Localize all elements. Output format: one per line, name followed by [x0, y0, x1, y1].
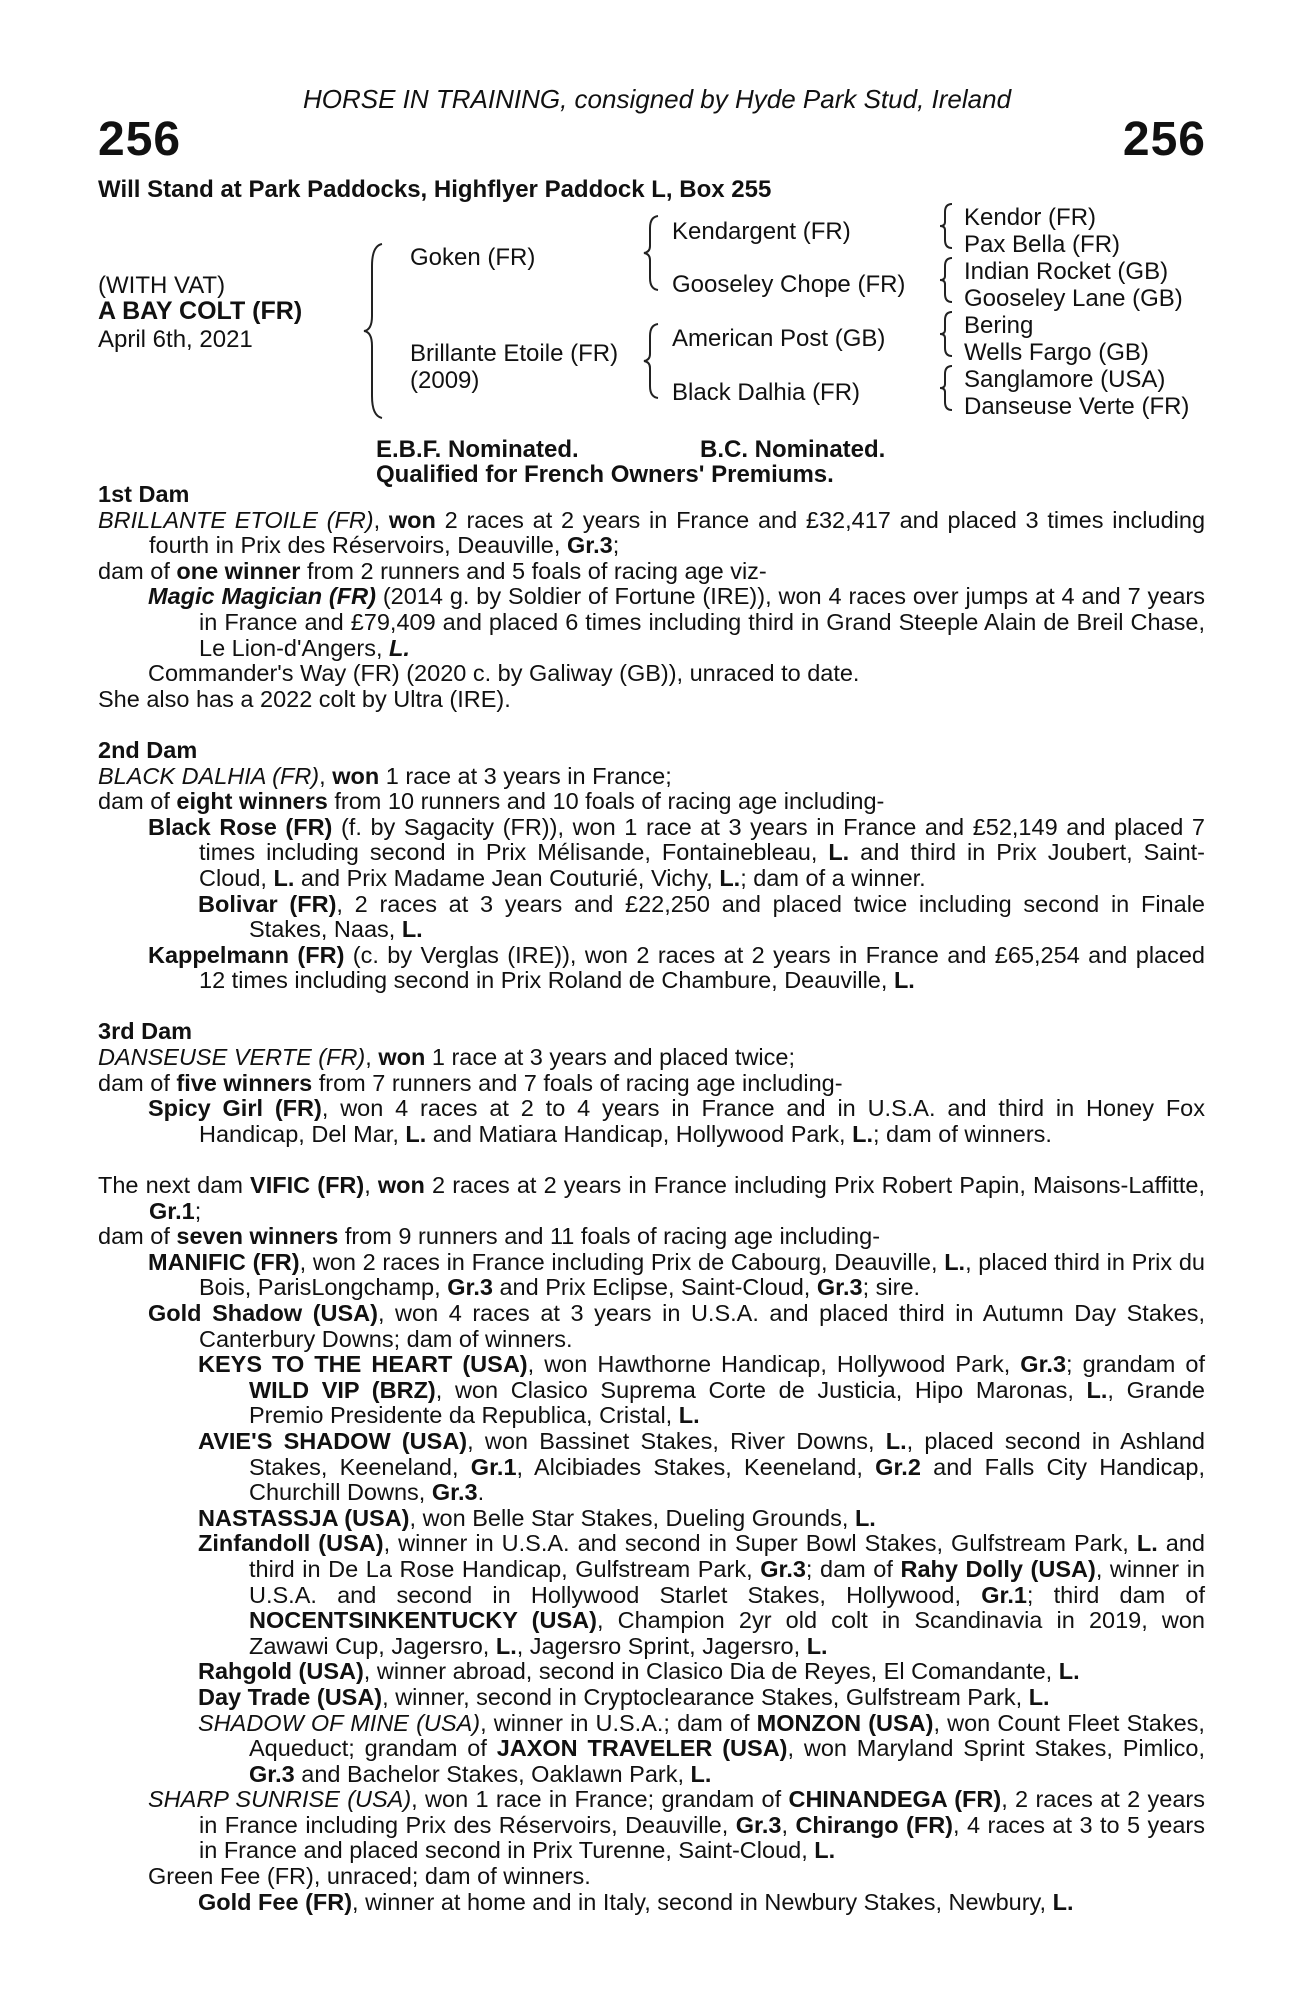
first-dam-also: She also has a 2022 colt by Ultra (IRE).: [98, 685, 511, 712]
produce-rahgold: Rahgold (USA), winner abroad, second in Clasico Dia de Reyes, El Comandante, L.: [198, 1658, 1080, 1685]
horse-name: A BAY COLT (FR): [98, 297, 303, 325]
second-dam-produce: dam of eight winners from 10 runners and 10 foals of racing age including-: [98, 788, 885, 815]
gen3-2: Indian Rocket (GB): [964, 258, 1169, 285]
produce-magic-magician: Magic Magician (FR) (2014 g. by Soldier of Fortune (IRE)), won 4 races over jumps at 4 and 7 years in France and £79,409 and placed 6 times including third in Grand Steeple Alain de Breil Chase, Le Lion-d'Angers, L.: [148, 583, 1206, 661]
catalogue-body: [98, 482, 1205, 1915]
produce-kappelmann: Kappelmann (FR) (c. by Verglas (IRE)), won 2 races at 2 years in France and £65,254 and placed 12 times including second in Prix Roland de Chambure, Deauville, L.: [148, 941, 1206, 994]
consignment-header: HORSE IN TRAINING, consigned by Hyde Park Stud, Ireland: [302, 84, 1012, 114]
pedigree-brace-dam: [640, 320, 670, 402]
produce-green-fee: Green Fee (FR), unraced; dam of winners.: [148, 1863, 591, 1890]
lot-number-left: 256: [98, 113, 182, 166]
produce-gold-fee: Gold Fee (FR), winner at home and in Italy, second in Newbury Stakes, Newbury, L.: [198, 1888, 1074, 1915]
third-dam-record: DANSEUSE VERTE (FR), won 1 race at 3 years and placed twice;: [98, 1044, 795, 1071]
gen3-3: Gooseley Lane (GB): [964, 285, 1183, 312]
first-dam-record: BRILLANTE ETOILE (FR), won 2 races at 2 years in France and £32,417 and placed 3 times including fourth in Prix des Réservoirs, Deauville, Gr.3;: [98, 506, 1206, 559]
next-dam-record: The next dam VIFIC (FR), won 2 races at 2 years in France including Prix Robert Papin, Maisons-Laffitte, Gr.1;: [98, 1172, 1205, 1224]
third-dam-heading: 3rd Dam: [98, 1018, 193, 1045]
pedigree-brace-g3-0: [936, 200, 962, 252]
gen2-0: Kendargent (FR): [672, 218, 851, 245]
produce-avies-shadow: AVIE'S SHADOW (USA), won Bassinet Stakes, River Downs, L., placed second in Ashland Stakes, Keeneland, Gr.1, Alcibiades Stakes, Keeneland, Gr.2 and Falls City Handicap, Churchill Downs, Gr.3.: [198, 1427, 1206, 1506]
produce-day-trade: Day Trade (USA), winner, second in Cryptoclearance Stakes, Gulfstream Park, L.: [198, 1683, 1050, 1710]
gen2-3: Black Dalhia (FR): [672, 379, 861, 406]
dam-year: (2009): [410, 367, 480, 394]
gen3-7: Danseuse Verte (FR): [964, 393, 1190, 420]
pedigree-brace-sire: [640, 212, 670, 294]
gen3-6: Sanglamore (USA): [964, 366, 1166, 393]
foaling-date: April 6th, 2021: [98, 326, 253, 353]
second-dam-record: BLACK DALHIA (FR), won 1 race at 3 years in France;: [98, 762, 672, 789]
first-dam-heading: 1st Dam: [98, 481, 190, 507]
sire-name: Goken (FR): [410, 244, 536, 271]
stand-location: Will Stand at Park Paddocks, Highflyer Paddock L, Box 255: [98, 176, 772, 203]
third-dam-produce: dam of five winners from 7 runners and 7 foals of racing age including-: [98, 1069, 843, 1096]
gen3-0: Kendor (FR): [964, 204, 1097, 231]
french-premiums: Qualified for French Owners' Premiums.: [376, 461, 834, 488]
produce-sharp-sunrise: SHARP SUNRISE (USA), won 1 race in France; grandam of CHINANDEGA (FR), 2 races at 2 years in France including Prix des Réservoirs, Deauville, Gr.3, Chirango (FR), 4 races at 3 to 5 years in France and placed second in Prix Turenne, Saint-Cloud, L.: [148, 1786, 1206, 1864]
gen3-1: Pax Bella (FR): [964, 231, 1121, 258]
produce-zinfandoll: Zinfandoll (USA), winner in U.S.A. and second in Super Bowl Stakes, Gulfstream Park, L. and third in De La Rose Handicap, Gulfstream Park, Gr.3; dam of Rahy Dolly (USA), winner in U.S.A. and second in Hollywood Starlet Stakes, Hollywood, Gr.1; third dam of NOCENTSINKENTUCKY (USA), Champion 2yr old colt in Scandinavia in 2019, won Zawawi Cup, Jagersro, L., Jagersro Sprint, Jagersro, L.: [198, 1530, 1206, 1659]
second-dam-heading: 2nd Dam: [98, 736, 198, 763]
vat-note: (WITH VAT): [98, 272, 226, 299]
gen2-2: American Post (GB): [672, 325, 886, 352]
ebf-nomination: E.B.F. Nominated.: [376, 436, 579, 463]
gen3-5: Wells Fargo (GB): [964, 339, 1149, 366]
produce-manific: MANIFIC (FR), won 2 races in France including Prix de Cabourg, Deauville, L., placed third in Prix du Bois, ParisLongchamp, Gr.3 and Prix Eclipse, Saint-Cloud, Gr.3; sire.: [148, 1248, 1205, 1301]
gen3-4: Bering: [964, 312, 1034, 339]
produce-spicy-girl: Spicy Girl (FR), won 4 races at 2 to 4 years in France and in U.S.A. and third in Honey Fox Handicap, Del Mar, L. and Matiara Handicap, Hollywood Park, L.; dam of winners.: [148, 1095, 1205, 1147]
lot-number-right: 256: [1122, 113, 1206, 166]
first-dam-produce: dam of one winner from 2 runners and 5 foals of racing age viz-: [98, 557, 767, 584]
produce-commanders-way: Commander's Way (FR) (2020 c. by Galiway (GB)), unraced to date.: [148, 660, 860, 687]
pedigree-brace-g3-1: [936, 254, 962, 306]
produce-black-rose: Black Rose (FR) (f. by Sagacity (FR)), won 1 race at 3 years in France and £52,149 and placed 7 times including second in Prix Mélisande, Fontainebleau, L. and third in Prix Joubert, Saint-Cloud, L. and Prix Madame Jean Couturié, Vichy, L.; dam of a winner.: [148, 813, 1205, 891]
pedigree-brace-main: [360, 236, 400, 426]
dam-name: Brillante Etoile (FR): [410, 340, 619, 367]
gen2-1: Gooseley Chope (FR): [672, 271, 906, 298]
produce-bolivar: Bolivar (FR), 2 races at 3 years and £22,250 and placed twice including second in Finale Stakes, Naas, L.: [198, 890, 1205, 943]
next-dam-produce: dam of seven winners from 9 runners and 11 foals of racing age including-: [98, 1223, 881, 1250]
pedigree-brace-g3-2: [936, 308, 962, 360]
produce-nastassja: NASTASSJA (USA), won Belle Star Stakes, Dueling Grounds, L.: [198, 1504, 876, 1531]
pedigree-brace-g3-3: [936, 362, 962, 414]
bc-nomination: B.C. Nominated.: [700, 436, 886, 463]
produce-shadow-of-mine: SHADOW OF MINE (USA), winner in U.S.A.; dam of MONZON (USA), won Count Fleet Stakes, Aqueduct; grandam of JAXON TRAVELER (USA), won Maryland Sprint Stakes, Pimlico, Gr.3 and Bachelor Stakes, Oaklawn Park, L.: [198, 1709, 1205, 1787]
produce-gold-shadow: Gold Shadow (USA), won 4 races at 3 years in U.S.A. and placed third in Autumn Day Stakes, Canterbury Downs; dam of winners.: [148, 1300, 1205, 1352]
produce-keys-to-the-heart: KEYS TO THE HEART (USA), won Hawthorne Handicap, Hollywood Park, Gr.3; grandam of WILD VIP (BRZ), won Clasico Suprema Corte de Justicia, Hipo Maronas, L., Grande Premio Presidente da Republica, Cristal, L.: [198, 1351, 1206, 1429]
